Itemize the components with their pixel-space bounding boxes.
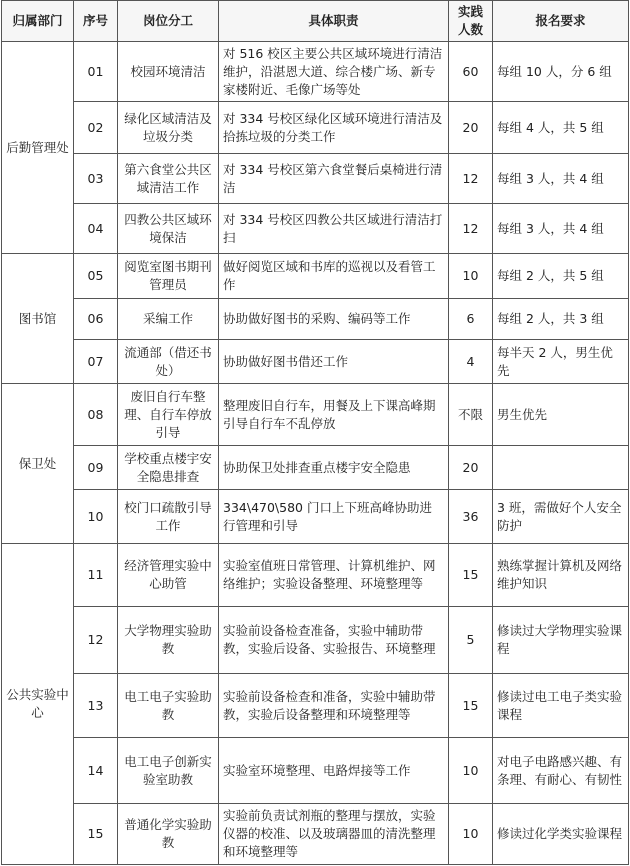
header-count: 实践人数 <box>449 1 493 42</box>
row-duty: 对 334 号校区绿化区域环境进行清洁及拾拣垃圾的分类工作 <box>219 102 449 154</box>
row-req: 熟练掌握计算机及网络维护知识 <box>493 544 629 607</box>
table-row <box>2 490 629 544</box>
row-count: 60 <box>449 42 493 102</box>
dept-cell: 保卫处 <box>2 384 74 544</box>
row-post: 绿化区域清洁及垃圾分类 <box>118 102 219 154</box>
row-post: 四教公共区域环境保洁 <box>118 204 219 254</box>
row-post: 电工电子创新实验室助教 <box>118 738 219 804</box>
row-count: 15 <box>449 674 493 738</box>
row-duty: 协助做好图书的采购、编码等工作 <box>219 299 449 340</box>
row-no: 13 <box>74 674 118 738</box>
row-post: 校门口疏散引导工作 <box>118 490 219 544</box>
table-row <box>2 42 629 102</box>
table-row <box>2 384 629 446</box>
header-no: 序号 <box>74 1 118 42</box>
row-req: 每组 2 人，共 3 组 <box>493 299 629 340</box>
row-post: 第六食堂公共区域清洁工作 <box>118 154 219 204</box>
row-count: 10 <box>449 738 493 804</box>
row-no: 11 <box>74 544 118 607</box>
row-req: 男生优先 <box>493 384 629 446</box>
dept-cell: 图书馆 <box>2 254 74 384</box>
header-post: 岗位分工 <box>118 1 219 42</box>
table-row <box>2 607 629 674</box>
table-row <box>2 154 629 204</box>
table-row <box>2 446 629 490</box>
row-count: 不限 <box>449 384 493 446</box>
row-count: 10 <box>449 804 493 865</box>
row-req <box>493 446 629 490</box>
row-duty: 对 516 校区主要公共区域环境进行清洁维护，沿湛恩大道、综合楼广场、新专家楼附近、毛像广场等处 <box>219 42 449 102</box>
row-post: 电工电子实验助教 <box>118 674 219 738</box>
row-duty: 实验前负责试剂瓶的整理与摆放，实验仪器的校准、以及玻璃器皿的清洗整理和环境整理等 <box>219 804 449 865</box>
row-post: 阅览室图书期刊管理员 <box>118 254 219 299</box>
row-duty: 对 334 号校区第六食堂餐后桌椅进行清洁 <box>219 154 449 204</box>
row-duty: 实验前设备检查和准备，实验中辅助带教，实验后设备整理和环境整理等 <box>219 674 449 738</box>
row-req: 修读过电工电子类实验课程 <box>493 674 629 738</box>
row-no: 03 <box>74 154 118 204</box>
row-no: 04 <box>74 204 118 254</box>
row-count: 20 <box>449 446 493 490</box>
row-duty: 做好阅览区域和书库的巡视以及看管工作 <box>219 254 449 299</box>
table-row <box>2 204 629 254</box>
row-count: 15 <box>449 544 493 607</box>
row-post: 经济管理实验中心助管 <box>118 544 219 607</box>
table-row <box>2 804 629 865</box>
row-no: 08 <box>74 384 118 446</box>
row-req: 每组 4 人，共 5 组 <box>493 102 629 154</box>
row-no: 06 <box>74 299 118 340</box>
row-post: 学校重点楼宇安全隐患排查 <box>118 446 219 490</box>
table-row <box>2 544 629 607</box>
row-count: 12 <box>449 154 493 204</box>
row-no: 15 <box>74 804 118 865</box>
row-duty: 实验前设备检查准备，实验中辅助带教，实验后设备、实验报告、环境整理 <box>219 607 449 674</box>
row-no: 02 <box>74 102 118 154</box>
row-duty: 协助保卫处排查重点楼宇安全隐患 <box>219 446 449 490</box>
row-req: 对电子电路感兴趣、有条理、有耐心、有韧性 <box>493 738 629 804</box>
row-duty: 实验室环境整理、电路焊接等工作 <box>219 738 449 804</box>
table-row <box>2 674 629 738</box>
header-dept: 归属部门 <box>2 1 74 42</box>
row-req: 3 班，需做好个人安全防护 <box>493 490 629 544</box>
row-req: 每组 3 人，共 4 组 <box>493 154 629 204</box>
header-req: 报名要求 <box>493 1 629 42</box>
dept-cell: 后勤管理处 <box>2 42 74 254</box>
row-count: 4 <box>449 340 493 384</box>
row-count: 12 <box>449 204 493 254</box>
row-no: 07 <box>74 340 118 384</box>
row-post: 流通部（借还书处） <box>118 340 219 384</box>
header-row <box>2 1 629 42</box>
row-no: 09 <box>74 446 118 490</box>
row-post: 普通化学实验助教 <box>118 804 219 865</box>
row-req: 修读过大学物理实验课程 <box>493 607 629 674</box>
row-duty: 实验室值班日常管理、计算机维护、网络维护；实验设备整理、环境整理等 <box>219 544 449 607</box>
row-count: 36 <box>449 490 493 544</box>
row-post: 采编工作 <box>118 299 219 340</box>
row-req: 修读过化学类实验课程 <box>493 804 629 865</box>
row-count: 10 <box>449 254 493 299</box>
row-post: 校园环境清洁 <box>118 42 219 102</box>
row-duty: 协助做好图书借还工作 <box>219 340 449 384</box>
row-req: 每组 2 人，共 5 组 <box>493 254 629 299</box>
row-req: 每组 3 人，共 4 组 <box>493 204 629 254</box>
row-duty: 对 334 号校区四教公共区域进行清洁打扫 <box>219 204 449 254</box>
row-no: 14 <box>74 738 118 804</box>
recruitment-table <box>1 0 629 865</box>
table-row <box>2 340 629 384</box>
table-row <box>2 254 629 299</box>
row-duty: 334\470\580 门口上下班高峰协助进行管理和引导 <box>219 490 449 544</box>
row-no: 12 <box>74 607 118 674</box>
row-count: 6 <box>449 299 493 340</box>
row-count: 5 <box>449 607 493 674</box>
row-no: 05 <box>74 254 118 299</box>
row-post: 废旧自行车整理、自行车停放引导 <box>118 384 219 446</box>
row-post: 大学物理实验助教 <box>118 607 219 674</box>
row-no: 10 <box>74 490 118 544</box>
table-row <box>2 102 629 154</box>
header-duty: 具体职责 <box>219 1 449 42</box>
table-row <box>2 738 629 804</box>
row-req: 每组 10 人，分 6 组 <box>493 42 629 102</box>
row-duty: 整理废旧自行车，用餐及上下课高峰期引导自行车不乱停放 <box>219 384 449 446</box>
row-no: 01 <box>74 42 118 102</box>
row-count: 20 <box>449 102 493 154</box>
row-req: 每半天 2 人，男生优先 <box>493 340 629 384</box>
dept-cell: 公共实验中心 <box>2 544 74 865</box>
table-row <box>2 299 629 340</box>
